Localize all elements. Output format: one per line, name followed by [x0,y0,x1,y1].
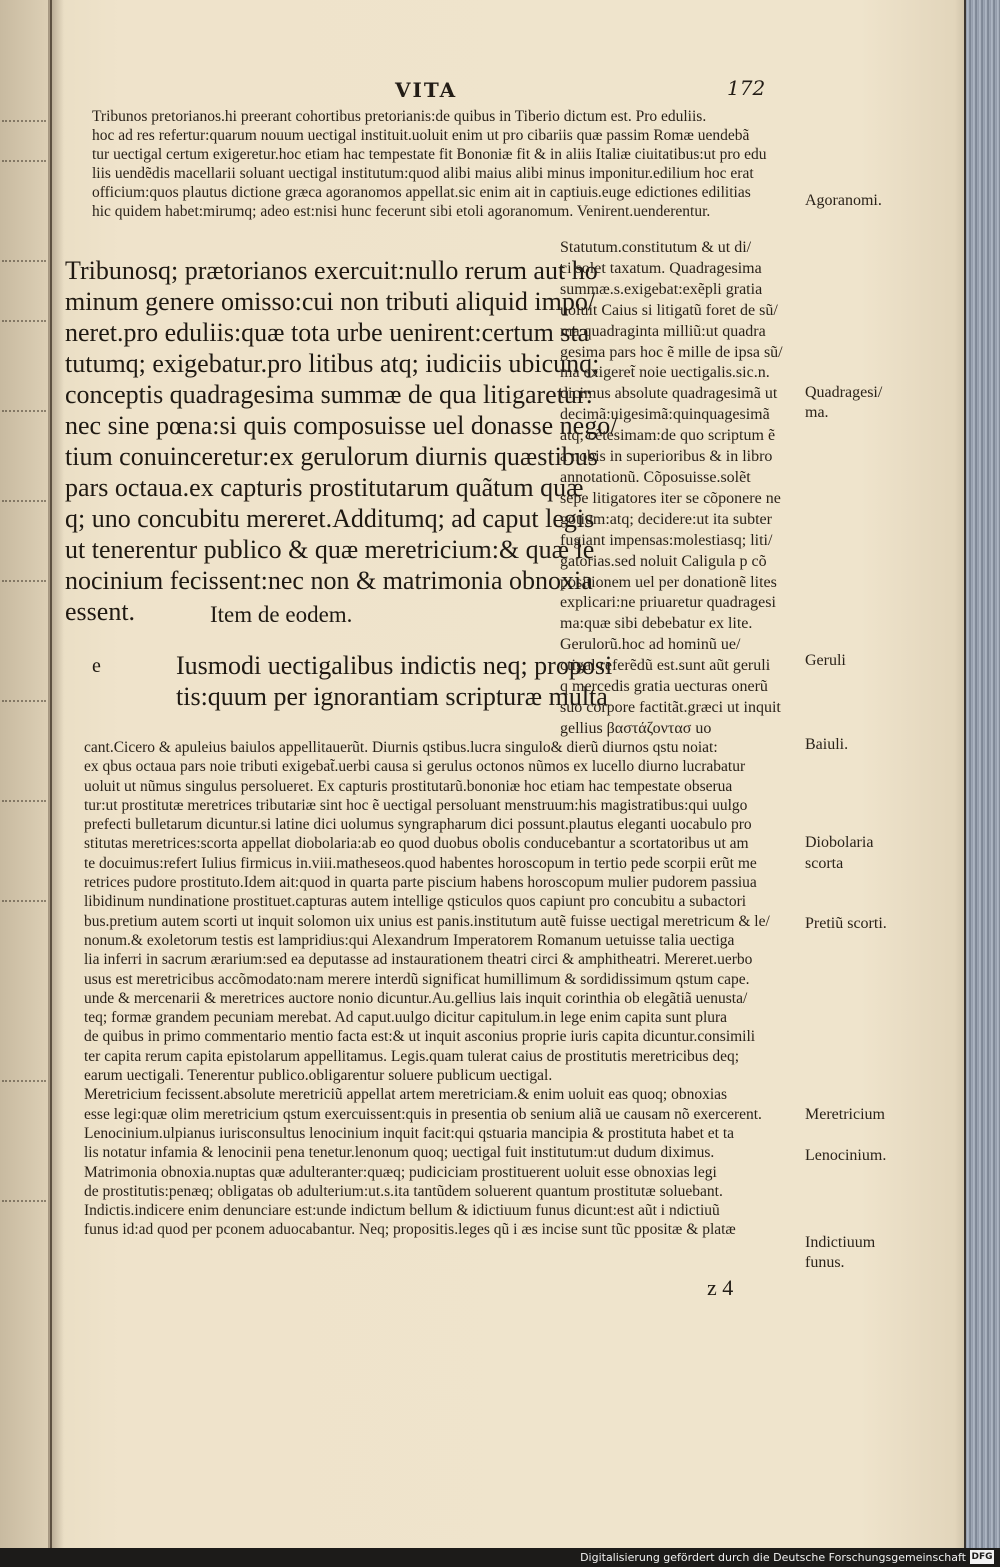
section-heading: Item de eodem. [210,602,353,627]
bleed-line [2,700,46,713]
commentary-line: stitutas meretrices:scorta appellat diobolaria:ab eo quod duobus obolis conducebantur a scortatoribus ut am [84,835,749,853]
commentary-line: gesima pars hoc ẽ mille de ipsa sũ/ [560,343,783,361]
bleed-line [2,1080,46,1093]
side-note-diobolaria: Diobolaria [805,834,874,851]
commentary-line: te docuimus:refert Iulius firmicus in.viii.matheseos.quod habentes horoscopum in tertio pede scorpii erũt me [84,854,757,872]
commentary-line: a nobis in superioribus & in libro [560,448,773,466]
commentary-line: cant.Cicero & apuleius baiulos appellitauerũt. Diurnis qstibus.lucra singulo& dierũ diurnos qstu noiat: [84,739,718,756]
commentary-line: Tribunos pretorianos.hi preerant cohortibus pretorianis:de quibus in Tiberio dictum est. Pro eduliis. [92,108,707,125]
side-note-funus: funus. [805,1254,845,1271]
commentary-line: ex qbus octaua pars noie tributi exigebat̃.uerbi causa si gerulus octonos nũmos ex lucello diurno lucrabatur [84,758,746,776]
commentary-line: lia inferri in sacrum ærarium:sed ea deputasse ad instaurationem theatri circi & amphitheatri. Mereret.uerbo [84,951,753,969]
commentary-line: gellius βαστάζοντασ uo [560,719,712,737]
commentary-line: prefecti bulletarum dicuntur.si latine dici uolumus syngrapharum dici possunt.plautus eleganti uocabulo pro [84,816,752,834]
side-note-indictiuum: Indictiuum [805,1234,876,1251]
page-number: 172 [727,76,766,100]
commentary-line: lis notatur infamia & lenocinii pena tenetur.lenonum quoq; uectigal fuit institutum:ut dudum diximus. [84,1144,715,1162]
commentary-line: sepe litigatores iter se cõponere ne [560,489,781,507]
commentary-line: officium:quos plautus dictione græca agoranomos appellat.sic enim ait in captiuis.euge edictiones edilitias [92,184,751,201]
side-note-geruli: Geruli [805,652,846,669]
commentary-line: Lenocinium.ulpianus iurisconsultus lenocinium inquit facit:qui qstuaria mancipia & prostituta habet et ta [84,1124,735,1142]
commentary-line: gatorias.sed noluit Caligula p cõ [560,552,767,570]
commentary-line: libidinum nundinatione prostituet.capturas autem intellige qsticulos quos capiunt pro concubitu a subactori [84,893,747,911]
commentary-line: funus id:ad quod per pconem aduocabantur. Neq; propositis.leges qũ i æs incise sunt tũc ppositæ & platæ [84,1221,736,1239]
commentary-line: Matrimonia obnoxia.nuptas quæ adulteranter:quæq; pudiciciam prostituerent uoluit esse obnoxias legi [84,1163,717,1181]
bleed-line [2,160,46,173]
commentary-line: ter capita rerum capita epistolarum appellitamus. Legis.quam tulerat caius de prostitutis meretricibus deq; [84,1047,740,1065]
commentary-line: bus.pretium autem scorti ut inquit solomon uix unius est panis.institutum autẽ fuisse uectigal meretricum & le/ [84,912,770,930]
main-text-line: nec sine pœna:si quis composuisse uel donasse nego/ [65,411,618,440]
bleed-line [2,410,46,423]
top-commentary [92,107,767,221]
commentary-line: usus est meretricibus accõmodato:nam merere interdũ significat humillimum & sordidissimum qstum cape. [84,970,750,988]
commentary-line: gotium:atq; decidere:ut ita subter [560,510,772,528]
bottom-commentary [84,738,770,1240]
commentary-line: atq; cẽtesimam:de quo scriptum ẽ [560,427,776,445]
bleed-line [2,320,46,333]
commentary-line: ma exigeret̃ noie uectigalis.sic.n. [560,364,770,382]
commentary-line: dicimus absolute quadragesimã ut [560,385,778,403]
bleed-line [2,500,46,513]
commentary-line: hic quidem habet:mirumq; adeo est:nisi hunc fecerunt sibi etoli agoranomum. Venirent.uenderentur. [92,203,711,220]
main-text-line: tutumq; exigebatur.pro litibus atq; iudiciis ubicunq; [65,349,600,378]
commentary-line: tur:ut prostitutæ meretrices tributariæ sint hoc ẽ uectigal persoluant menstruum:his magistratibus:qui uulgo [84,796,748,814]
main-text-line: Tribunosq; prætorianos exercuit:nullo rerum aut ho [65,256,598,285]
main-text-line: tium conuinceretur:ex gerulorum diurnis quæstibus [65,442,598,471]
commentary-line: ctigal referẽdũ est.sunt aũt geruli [560,657,771,675]
bleed-line [2,120,46,133]
commentary-line: summæ.s.exigebat:exẽpli gratia [560,280,763,298]
side-note-scorta: scorta [805,855,844,872]
commentary-line: annotationũ. Cõposuisse.solẽt [560,468,751,486]
signature-mark: z 4 [707,1275,734,1300]
side-note-pretium-scorti: Pretiũ scorti. [805,915,887,932]
side-note-meretricium: Meretricium [805,1106,885,1123]
commentary-line: ci solet taxatum. Quadragesima [560,259,762,277]
commentary-line: retrices pudore prostituto.Idem ait:quod in quarta parte piscium habens horoscopum mulier pudorem passiua [84,874,757,892]
bleed-line [2,800,46,813]
dfg-credit-text: Digitalisierung gefördert durch die Deutsche Forschungsgemeinschaft [580,1551,966,1564]
commentary-line: uoluit ut nũmus singulus persolueret. Ex capturis prostitutarũ.bononiæ hoc etiam hac tempestate obserua [84,777,733,795]
commentary-line: liis uendẽdis macellarii soluant uectigal institutum:quod alibi maius alibi minus imponitur.edilium hoc erat [92,165,754,182]
commentary-line: Gerulorũ.hoc ad hominũ ue/ [560,636,741,654]
main-text-line: minum genere omisso:cui non tributi aliquid impo/ [65,287,596,316]
section-text-line: tis:quum per ignorantiam scripturæ multa [176,682,608,711]
main-text-line: conceptis quadragesima summæ de qua litigaretur: [65,380,593,409]
commentary-line: uoluit Caius si litigatũ foret de sũ/ [560,301,778,319]
side-note-quadragesima-cont: ma. [805,404,829,421]
main-text-line: pars octaua.ex capturis prostitutarum quãtum quæ [65,473,584,502]
commentary-line: nonum.& exoletorum testis est lampridius:qui Alexandrum Imperatorem Romanum uetuisse talia uectiga [84,931,735,949]
dfg-logo: DFG [971,1552,993,1562]
commentary-line: suo corpore factitãt.græci ut inquit [560,698,781,716]
main-text-block [65,255,617,627]
spine-shadow [48,0,64,1548]
section-text-line: Iusmodi uectigalibus indictis neq; proposi [176,651,613,680]
commentary-line: hoc ad res refertur:quarum nouum uectigal instituit.uoluit enim ut pro cibariis quæ passim Romæ uendebã [92,127,750,144]
commentary-line: fugiant impensas:molestiasq; liti/ [560,531,773,549]
main-text-line: q; uno concubitu mereret.Additumq; ad caput legis [65,504,595,533]
section-text-block [176,650,612,712]
main-text-line: essent. [65,597,136,626]
page-edges [964,0,1000,1548]
main-text-line: ut tenerentur publico & quæ meretricium:& quæ le [65,535,595,564]
commentary-line: Indictis.indicere enim denunciare est:unde indictum bellum & idictiuum funus dicunt:est aũt i ndictiuũ [84,1202,720,1220]
commentary-line: unde & mercenarii & meretrices auctore nonio dicuntur.Au.gellius lais inquit corinthia ob elegãtiã uenusta/ [84,989,748,1007]
bleed-line [2,580,46,593]
previous-page-edge [0,0,52,1548]
commentary-line: decimã:uigesimã:quinquagesimã [560,406,770,424]
commentary-line: ma:quæ sibi debebatur ex lite. [560,615,753,633]
commentary-line: positionem uel per donationẽ lites [560,573,777,591]
commentary-line: ma quadraginta milliũ:ut quadra [560,322,766,340]
commentary-line: q mercedis gratia uecturas onerũ [560,678,768,696]
commentary-line: Meretricium fecissent.absolute meretriciũ appellat artem meretriciam.& enim uoluit eas quoq; obnoxias [84,1086,728,1104]
commentary-line: earum uectigali. Tenerentur publico.obligarentur soluere publicum uectigal. [84,1067,553,1085]
commentary-line: tur uectigal certum exigeretur.hoc etiam hac tempestate fit Bononiæ fit & in aliis Italiæ ciuitatibus:ut pro edu [92,146,767,163]
right-commentary [560,238,783,740]
running-title: VITA [395,78,458,102]
side-note-quadragesima: Quadragesi/ [805,384,883,401]
main-text-line: neret.pro eduliis:quæ tota urbe uenirent:certum sta [65,318,590,347]
side-note-lenocinium: Lenocinium. [805,1147,887,1164]
bleed-line [2,900,46,913]
commentary-line: esse legi:quæ olim meretricium qstum exercuissent:quis in presentia ob senium aliã ue causam nõ exercerent. [84,1105,762,1123]
main-text-line: nocinium fecissent:nec non & matrimonia obnoxia [65,566,593,595]
side-note-baiuli: Baiuli. [805,736,849,753]
commentary-line: explicari:ne priuaretur quadragesi [560,594,776,612]
commentary-line: teq; formæ grandem pecuniam merebat. Ad caput.uulgo dicitur capitulum.in lege enim capita sunt plura [84,1009,728,1027]
commentary-line: Statutum.constitutum & ut di/ [560,239,752,256]
commentary-line: de prostitutis:penæq; obligatas ob adulterium:ut.s.ita tantũdem soluerent quantum prostitutæ soluebant. [84,1182,723,1200]
guide-letter: e [92,655,101,677]
bleed-line [2,1200,46,1213]
side-note-agoranomi: Agoranomi. [805,192,882,209]
commentary-line: de quibus in primo commentario mentio facta est:& ut inquit asconius proprie iuris capita dicuntur.consimili [84,1028,756,1046]
bleed-line [2,260,46,273]
